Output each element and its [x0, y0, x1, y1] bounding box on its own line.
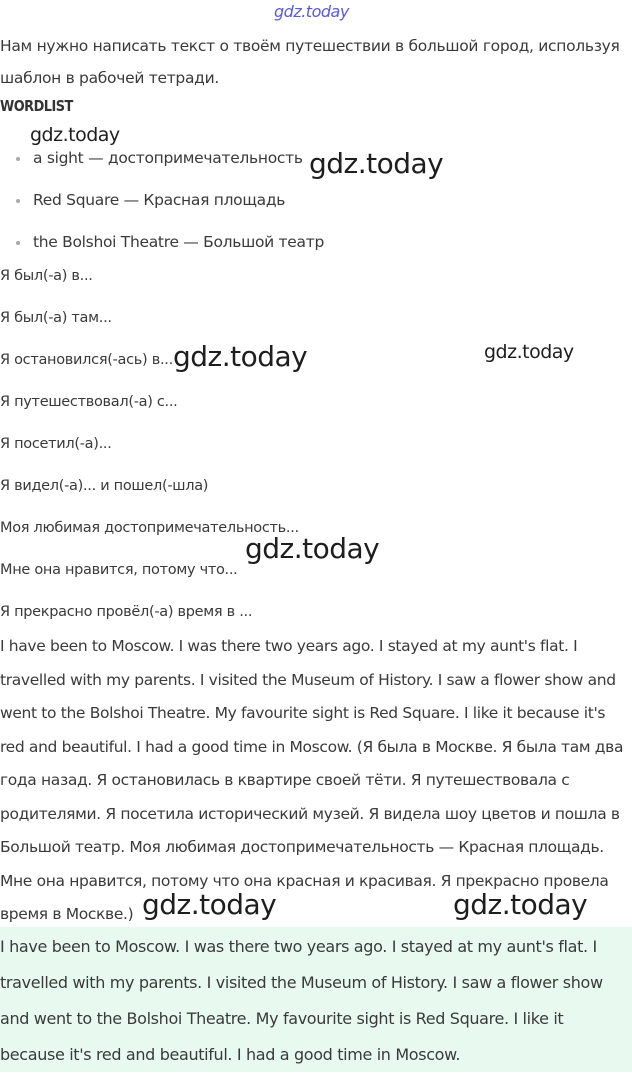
template-lines	[0, 260, 299, 638]
wordlist-item-text: the Bolshoi Theatre — Большой театр	[33, 233, 324, 251]
template-line: Я был(-а) там...	[0, 310, 112, 326]
template-line: Я прекрасно провёл(-а) время в ...	[0, 604, 253, 620]
template-line: Я посетил(-а)...	[0, 436, 112, 452]
wordlist	[0, 140, 324, 266]
template-line: Мне она нравится, потому что...	[0, 562, 238, 578]
template-line: Я путешествовал(-а) с...	[0, 394, 178, 410]
site-logo[interactable]: gdz.today	[274, 2, 349, 21]
wordlist-item-text: a sight — достопримечательность	[33, 149, 303, 167]
wordlist-title: WORDLIST	[0, 97, 73, 115]
bullet-icon	[16, 157, 20, 161]
answer-highlight-box	[0, 927, 632, 1072]
task-description: Нам нужно написать текст о твоём путешествии в большой город, используя шаблон в рабочей тетради.	[0, 37, 620, 87]
watermark: gdz.today	[484, 341, 574, 363]
watermark: gdz.today	[309, 147, 444, 180]
template-line: Я был(-а) в...	[0, 268, 93, 284]
bullet-icon	[16, 241, 20, 245]
answer-box-text: I have been to Moscow. I was there two years ago. I stayed at my aunt's flat. I travelled with my parents. I visited the Museum of History. I saw a flower show and went to the Bolshoi Theatre. My favourite sight is Red Square. I like it because it's red and beautiful. I had a good time in Moscow.	[0, 937, 603, 1064]
template-line: Я остановился(-ась) в...	[0, 352, 173, 368]
watermark: gdz.today	[142, 888, 277, 921]
list-item	[0, 140, 324, 182]
answer-paragraph: I have been to Moscow. I was there two years ago. I stayed at my aunt's flat. I travelled with my parents. I visited the Museum of History. I saw a flower show and went to the Bolshoi Theatre. My favourite sight is Red Square. I like it because it's red and beautiful. I had a good time in Moscow. (Я была в Москве. Я была там два года назад. Я остановилась в квартире своей тёти. Я путешествовала с родителями. Я посетила исторический музей. Я видела шоу цветов и пошла в Большой театр. Моя любимая достопримечательность — Красная площадь. Мне она нравится, потому что она красная и красивая. Я прекрасно провела время в Москве.)	[0, 637, 624, 923]
bullet-icon	[16, 199, 20, 203]
list-item	[0, 182, 324, 224]
template-line: Я видел(-а)... и пошел(-шла)	[0, 478, 209, 494]
watermark: gdz.today	[173, 340, 308, 373]
template-line: Моя любимая достопримечательность...	[0, 520, 299, 536]
watermark: gdz.today	[30, 124, 120, 146]
wordlist-item-text: Red Square — Красная площадь	[33, 191, 286, 209]
watermark: gdz.today	[245, 532, 380, 565]
watermark: gdz.today	[453, 888, 588, 921]
